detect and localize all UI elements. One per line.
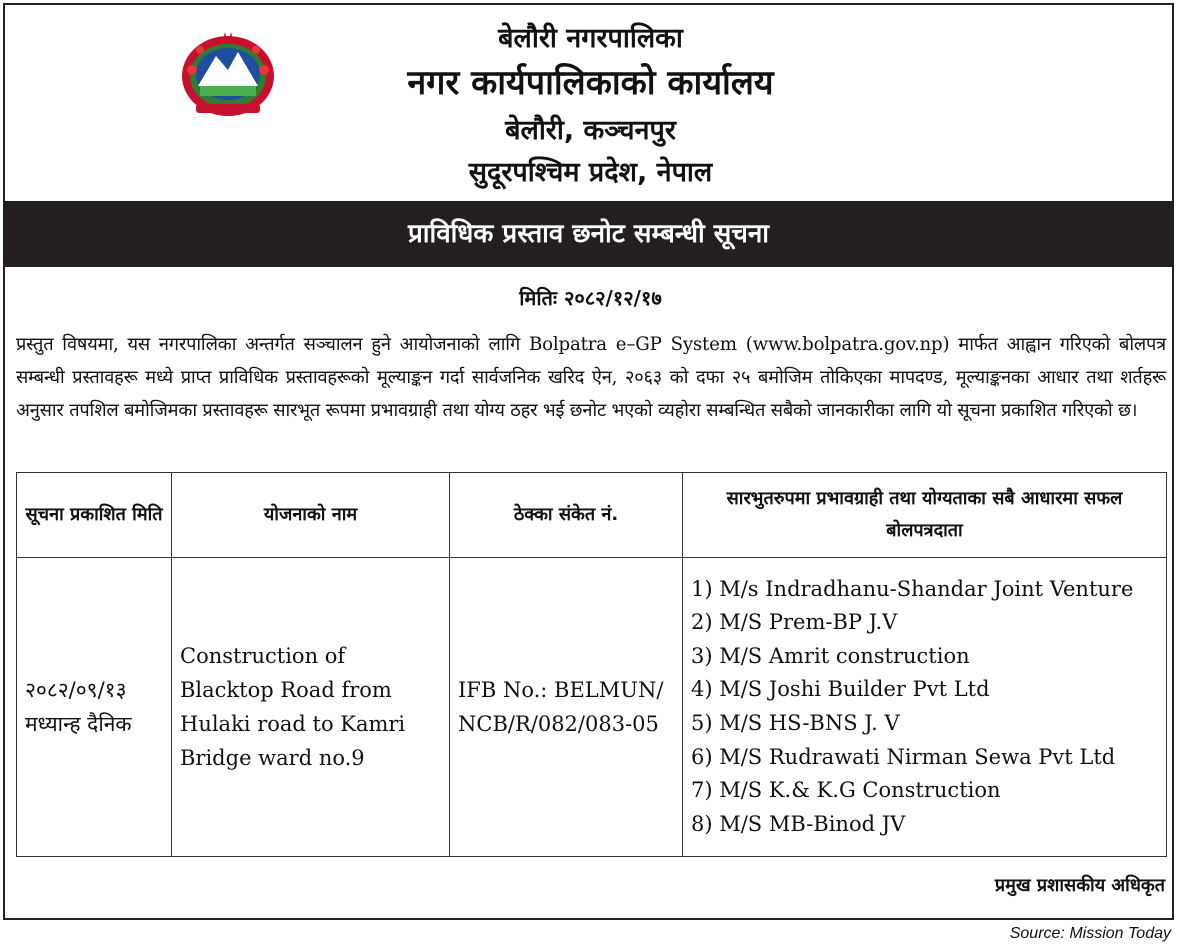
publish-date: २०८२/०९/१३ — [25, 678, 127, 702]
list-item: 7) M/S K.& K.G Construction — [691, 778, 1001, 803]
list-item: 1) M/s Indradhanu-Shandar Joint Venture — [691, 576, 1134, 601]
contract-code-cell: IFB No.: BELMUN/ NCB/R/082/083-05 — [450, 558, 683, 857]
newspaper-name: मध्यान्ह दैनिक — [25, 712, 132, 736]
list-item: 6) M/S Rudrawati Nirman Sewa Pvt Ltd — [691, 744, 1116, 769]
office-name: नगर कार्यपालिकाको कार्यालय — [407, 63, 774, 103]
header-contract-code: ठेक्का संकेत नं. — [450, 473, 683, 558]
bidders-cell — [683, 558, 1167, 857]
source-credit: Source: Mission Today — [1009, 925, 1171, 942]
notice-date: मितिः २०८२/१२/१७ — [519, 286, 662, 310]
notice-title: प्राविधिक प्रस्ताव छनोट सम्बन्धी सूचना — [3, 201, 1174, 267]
table-row — [17, 558, 1167, 857]
municipality-name: बेलौरी नगरपालिका — [498, 23, 683, 54]
header-successful-bidders: सारभुतरुपमा प्रभावग्राही तथा योग्यताका सबै आधारमा सफल बोलपत्रदाता — [683, 473, 1167, 558]
list-item: 5) M/S HS-BNS J. V — [691, 711, 900, 735]
project-name-cell: Construction of Blacktop Road from Hulaki road to Kamri Bridge ward no.9 — [172, 558, 450, 857]
signatory-title: प्रमुख प्रशासकीय अधिकृत — [994, 875, 1165, 896]
header-publish-date: सूचना प्रकाशित मिति — [17, 473, 172, 558]
list-item: 3) M/S Amrit construction — [691, 643, 970, 668]
list-item: 8) M/S MB-Binod JV — [691, 811, 906, 836]
office-location: बेलौरी, कञ्चनपुर — [505, 115, 676, 146]
list-item: 4) M/S Joshi Builder Pvt Ltd — [691, 677, 990, 702]
notice-body: प्रस्तुत विषयमा, यस नगरपालिका अन्तर्गत सञ्चालन हुने आयोजनाको लागि Bolpatra e–GP System (www.bolpatra.gov.np) मार्फत आह्वान गरिएको बोलपत्र सम्बन्धी प्रस्तावहरू मध्ये प्राप्त प्राविधिक प्रस्तावहरूको मूल्याङ्कन गर्दा सार्वजनिक खरिद ऐन, २०६३ को दफा २५ बमोजिम तोकिएका मापदण्ड, मूल्याङ्कनका आधार तथा शर्तहरू अनुसार तपशिल बमोजिमका प्रस्तावहरू सारभूत रूपमा प्रभावग्राही तथा योग्य ठहर भई छनोट भएको व्यहोरा सम्बन्धित सबैको जानकारीका लागि यो सूचना प्रकाशित गरिएको छ। — [16, 334, 1166, 421]
publish-date-cell — [17, 558, 172, 857]
list-item: 2) M/S Prem-BP J.V — [691, 610, 898, 635]
results-table — [16, 472, 1167, 857]
header-project-name: योजनाको नाम — [172, 473, 450, 558]
bidder-list — [691, 573, 1158, 842]
province-country: सुदूरपश्चिम प्रदेश, नेपाल — [468, 157, 713, 188]
table-header-row — [17, 473, 1167, 558]
